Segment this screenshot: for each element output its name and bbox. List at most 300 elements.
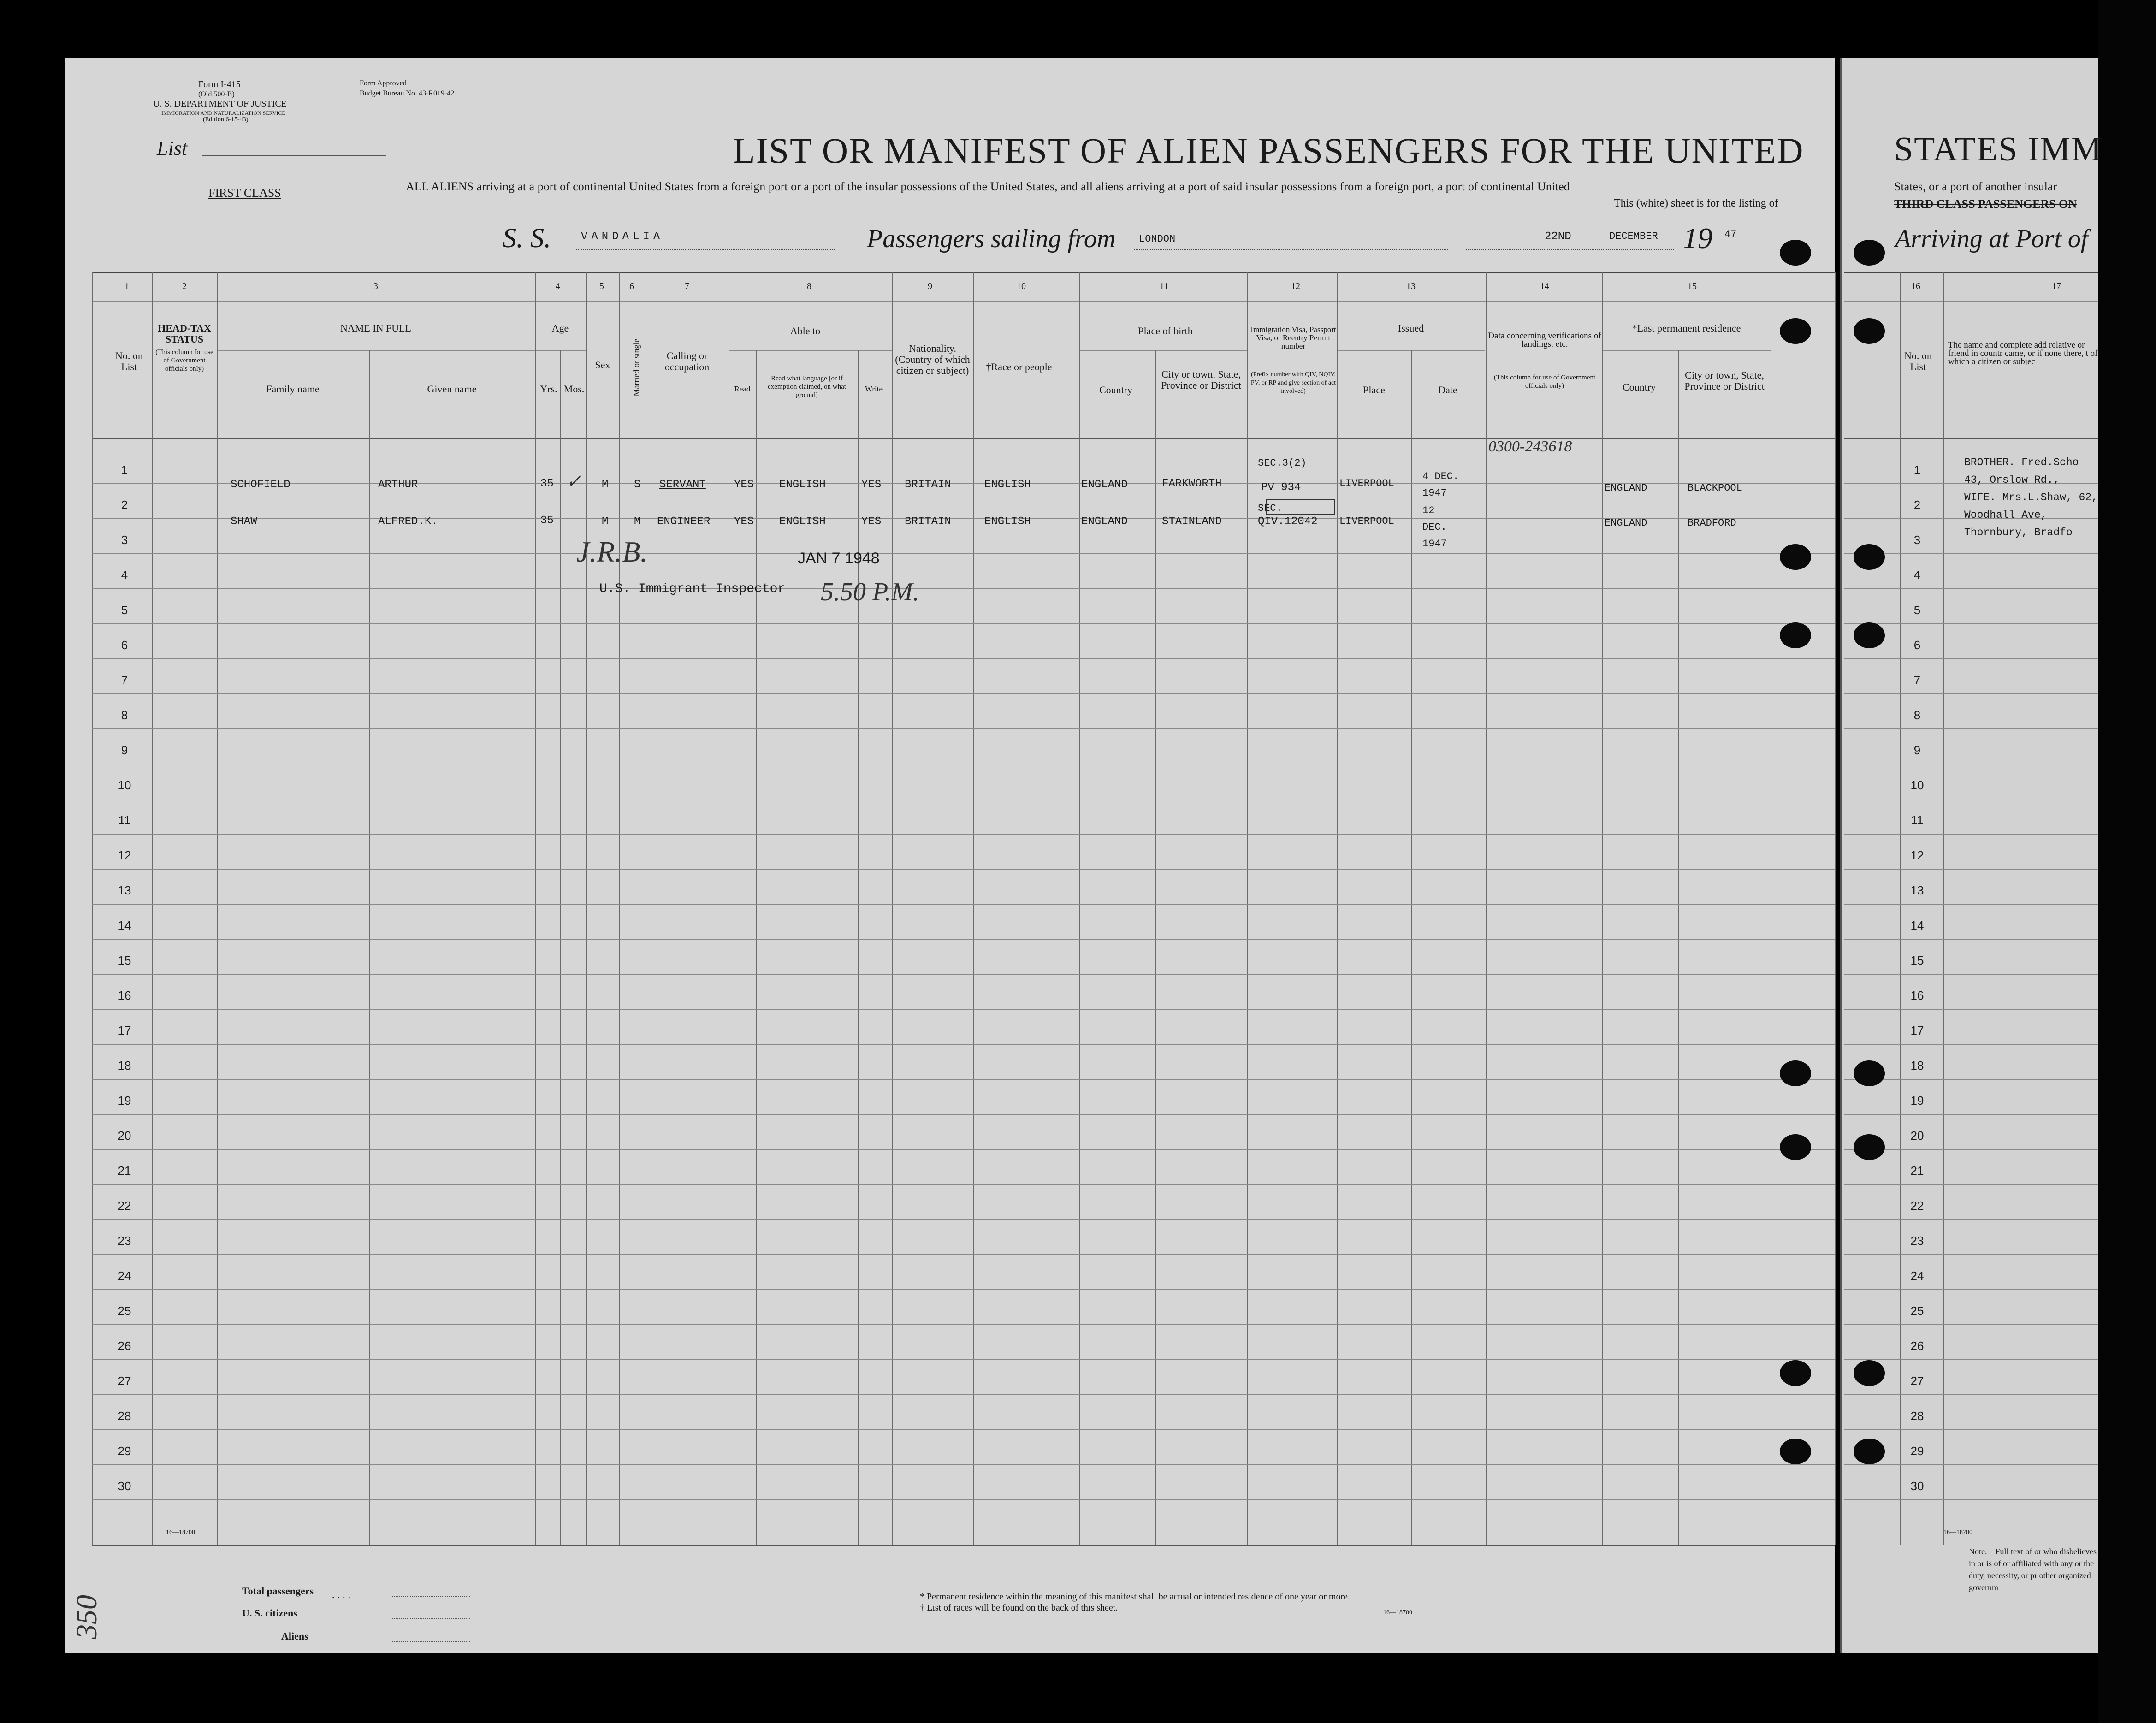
department: U. S. DEPARTMENT OF JUSTICE (153, 99, 287, 109)
row-number: 26 (118, 1339, 131, 1353)
hdr-birth-city: City or town, State, Province or District (1161, 368, 1241, 391)
row-line-right (1844, 1499, 2098, 1500)
row-number: 30 (118, 1479, 131, 1493)
ship-name[interactable]: VANDALIA (581, 231, 664, 243)
passenger-2-nationality[interactable]: BRITAIN (905, 515, 951, 528)
passenger-1-issued-place[interactable]: LIVERPOOL (1339, 478, 1394, 489)
hdr-read: Read (734, 385, 751, 393)
manifest-title: LIST OR MANIFEST OF ALIEN PASSENGERS FOR THE UNITED (733, 130, 1804, 171)
row-number-right: 20 (1910, 1129, 1924, 1143)
vline (1411, 350, 1412, 1545)
row-number-right: 13 (1910, 883, 1924, 897)
punch-hole (1780, 1439, 1811, 1464)
hdr-nationality: Nationality. (Country of which citizen or subject) (895, 343, 970, 376)
hdr-write: Write (865, 385, 883, 393)
hdr-name-in-full: NAME IN FULL (340, 322, 411, 334)
row-line (92, 658, 1835, 659)
form-old-number: (Old 500-B) (198, 90, 235, 98)
row-number-right: 15 (1910, 953, 1924, 967)
colnum-11: 11 (1160, 281, 1169, 291)
passenger-2-issued-place[interactable]: LIVERPOOL (1339, 515, 1394, 527)
budget-bureau: Budget Bureau No. 43-R019-42 (360, 89, 455, 97)
row-number-right: 19 (1910, 1094, 1924, 1107)
passenger-2-marital[interactable]: M (634, 515, 641, 528)
hdr-relative: The name and complete add relative or friend in countr came, or if none there, t of which a citizen or subjec (1948, 340, 2098, 367)
colnum-row-border (92, 301, 1835, 302)
row-number: 15 (118, 953, 131, 967)
row-line (92, 1289, 1835, 1290)
print-code-right: 16—18700 (1943, 1529, 1972, 1536)
check-mark: ✓ (566, 471, 582, 491)
vline (1486, 272, 1487, 1545)
colnum-7: 7 (685, 281, 689, 291)
margin-number: 350 (70, 1595, 103, 1639)
passenger-1-sex[interactable]: M (602, 479, 609, 491)
vline (1337, 272, 1338, 1545)
vline (586, 272, 587, 1545)
colnum-10: 10 (1017, 281, 1026, 291)
row-line (92, 1079, 1835, 1080)
passenger-2-given[interactable]: ALFRED.K. (378, 515, 438, 528)
vline (756, 350, 757, 1545)
passenger-2-birth-country[interactable]: ENGLAND (1081, 515, 1128, 528)
colnum-3: 3 (373, 281, 378, 291)
hdr-mos: Mos. (563, 383, 585, 395)
hdr-head-tax: HEAD-TAX STATUS (158, 322, 211, 345)
row-number: 14 (118, 918, 131, 932)
hdr-sex: Sex (595, 359, 610, 371)
row-line (92, 869, 1835, 870)
list-label: List (157, 137, 188, 160)
sailing-day[interactable]: 22ND (1545, 231, 1571, 243)
hdr-family-name: Family name (266, 383, 320, 395)
colnum-12: 12 (1291, 281, 1300, 291)
punch-hole (1780, 318, 1811, 344)
punch-hole (1780, 1360, 1811, 1386)
footnote-2: † List of races will be found on the back of this sheet. (920, 1603, 1118, 1613)
passenger-2-relative[interactable]: WIFE. Mrs.L.Shaw, 62, Woodhall Ave, Thornbury, Bradfo (1964, 491, 2098, 539)
passenger-2-occupation[interactable]: ENGINEER (657, 515, 711, 528)
passenger-1-occupation[interactable]: SERVANT (659, 479, 706, 491)
form-number: Form I-415 (198, 79, 241, 89)
row-number-right: 7 (1913, 673, 1921, 687)
manifest-continuation-sheet (1840, 58, 2100, 1653)
row-number: 20 (118, 1129, 131, 1143)
form-approved: Form Approved (360, 79, 407, 87)
punch-hole (1854, 1360, 1885, 1386)
passenger-1-race[interactable]: ENGLISH (984, 479, 1031, 491)
colnum-4: 4 (556, 281, 560, 291)
hdr-data-note: (This column for use of Government officials only) (1493, 374, 1596, 390)
passenger-2-language[interactable]: ENGLISH (779, 515, 826, 528)
hdr-visa: Immigration Visa, Passport Visa, or Reentry Permit number (1250, 325, 1336, 350)
vline (1602, 272, 1603, 1545)
passenger-1-age[interactable]: 35 (540, 478, 554, 490)
row-line (92, 1429, 1835, 1430)
vline (369, 350, 370, 1545)
passenger-1-write[interactable]: YES (861, 479, 882, 491)
list-line (202, 155, 386, 156)
punch-hole (1854, 1060, 1885, 1086)
hdr-able-to: Able to— (790, 325, 831, 337)
passenger-2-res-country[interactable]: ENGLAND (1605, 517, 1647, 529)
row-number: 4 (121, 568, 128, 582)
port-line (1134, 249, 1448, 250)
punch-hole (1854, 318, 1885, 344)
hdr-given-name: Given name (427, 383, 477, 395)
row-line-right (1844, 1324, 2098, 1325)
row-line (92, 1044, 1835, 1045)
citizens-line[interactable] (392, 1618, 470, 1619)
row-line-right (1844, 693, 2098, 694)
row-line-right (1844, 1009, 2098, 1010)
passenger-1-family[interactable]: SCHOFIELD (231, 479, 290, 491)
row-number: 5 (121, 603, 128, 617)
row-number-right: 28 (1910, 1409, 1924, 1423)
punch-hole (1780, 544, 1811, 570)
time-handwritten: 5.50 P.M. (821, 578, 919, 606)
print-code-footer: 16—18700 (1383, 1609, 1412, 1616)
hdr-no-on-list: No. on List (115, 350, 143, 373)
hdr-yrs: Yrs. (540, 383, 557, 395)
row-line (92, 1394, 1835, 1395)
row-line-right (1844, 1289, 2098, 1290)
row-line-right (1844, 1254, 2098, 1255)
colnum-5: 5 (599, 281, 604, 291)
class-label: FIRST CLASS (208, 186, 281, 200)
hdr-issued: Issued (1398, 322, 1424, 334)
row-number-right: 14 (1910, 918, 1924, 932)
row-number-right: 27 (1910, 1374, 1924, 1388)
row-line (92, 483, 1835, 484)
row-line-right (1844, 1184, 2098, 1185)
row-number-right: 1 (1913, 463, 1921, 477)
row-number-right: 4 (1913, 568, 1921, 582)
passenger-2-age[interactable]: 35 (540, 515, 554, 527)
hdr-head-tax-note: (This column for use of Government officials only) (155, 349, 213, 373)
row-line-right (1844, 1394, 2098, 1395)
row-number: 19 (118, 1094, 131, 1107)
hdr-data-concerning: Data concerning verifications of landings, etc. (1488, 331, 1601, 349)
manifest-title-continued: STATES IMM (1894, 130, 2103, 168)
hdr-pob-split (1079, 350, 1247, 351)
passenger-1-marital[interactable]: S (634, 479, 641, 491)
punch-hole (1854, 544, 1885, 570)
row-line (92, 1219, 1835, 1220)
punch-hole (1854, 1134, 1885, 1160)
row-line-right (1844, 869, 2098, 870)
row-line (92, 693, 1835, 694)
row-number: 3 (121, 533, 128, 547)
passenger-1-relative[interactable]: BROTHER. Fred.Scho 43, Orslow Rd., (1964, 456, 2079, 486)
sailing-label: Passengers sailing from (867, 225, 1116, 253)
passenger-2-visa-section[interactable]: SEC. (1258, 503, 1282, 514)
hdr-race: †Race or people (986, 361, 1052, 373)
hdr-name-split (217, 350, 535, 351)
passenger-1-visa-section[interactable]: SEC.3(2) (1258, 457, 1307, 469)
vline (535, 272, 536, 1545)
passenger-1-verification[interactable]: 0300-243618 (1488, 438, 1572, 455)
passenger-2-read[interactable]: YES (734, 515, 754, 528)
punch-hole (1854, 240, 1885, 266)
date-stamp: JAN 7 1948 (798, 550, 880, 567)
row-number: 24 (118, 1269, 131, 1283)
sailing-month[interactable]: DECEMBER (1609, 231, 1658, 242)
ship-line (576, 249, 835, 250)
row-line (92, 518, 1835, 519)
row-number: 16 (118, 989, 131, 1002)
hdr-issued-place: Place (1363, 384, 1385, 396)
hdr-age: Age (551, 322, 569, 334)
row-number-right: 24 (1910, 1269, 1924, 1283)
row-line-right (1844, 588, 2098, 589)
citizens-label: U. S. citizens (242, 1607, 297, 1619)
colnum-13: 13 (1406, 281, 1416, 291)
passenger-1-nationality[interactable]: BRITAIN (905, 479, 951, 491)
row-line (92, 834, 1835, 835)
row-line (92, 939, 1835, 940)
row-line-right (1844, 939, 2098, 940)
manifest-sheet (65, 58, 1835, 1653)
total-line[interactable] (392, 1596, 470, 1597)
vline (1079, 272, 1080, 1545)
hdr-res-country: Country (1622, 381, 1656, 393)
row-line (92, 1009, 1835, 1010)
row-number-right: 30 (1910, 1479, 1924, 1493)
punch-hole (1780, 1134, 1811, 1160)
row-line-right (1844, 1359, 2098, 1360)
row-line (92, 1324, 1835, 1325)
row-number-right: 6 (1913, 638, 1921, 652)
row-number: 29 (118, 1444, 131, 1458)
passenger-1-read[interactable]: YES (734, 479, 754, 491)
hdr-issued-date: Date (1438, 384, 1457, 396)
row-number-right: 5 (1913, 603, 1921, 617)
row-line (92, 1254, 1835, 1255)
year-suffix[interactable]: 47 (1724, 229, 1737, 240)
row-number: 18 (118, 1059, 131, 1072)
inspector-stamp: U.S. Immigrant Inspector (599, 582, 786, 596)
row-number: 28 (118, 1409, 131, 1423)
row-line-right (1844, 1044, 2098, 1045)
row-number-right: 18 (1910, 1059, 1924, 1072)
row-line (92, 1499, 1835, 1500)
punch-hole (1780, 1060, 1811, 1086)
passenger-2-res-city[interactable]: BRADFORD (1688, 517, 1736, 529)
row-line-right (1844, 1114, 2098, 1115)
colnum-8: 8 (807, 281, 811, 291)
row-line (92, 588, 1835, 589)
vline-right (1835, 272, 1836, 1545)
passenger-1-visa[interactable]: PV 934 (1261, 481, 1301, 494)
row-number: 25 (118, 1304, 131, 1318)
row-number-right: 3 (1913, 533, 1921, 547)
row-number: 23 (118, 1234, 131, 1248)
row-number: 17 (118, 1024, 131, 1037)
colnum-14: 14 (1540, 281, 1549, 291)
row-number: 21 (118, 1164, 131, 1178)
row-number: 6 (121, 638, 128, 652)
passenger-1-issued-date[interactable]: 4 DEC. 1947 (1422, 471, 1459, 499)
vline (892, 272, 893, 1545)
hdr-read-language: Read what language [or if exemption claimed, on what ground] (768, 375, 846, 399)
passenger-1-birth-city[interactable]: FARKWORTH (1162, 478, 1222, 490)
row-number: 13 (118, 883, 131, 897)
row-number: 1 (121, 463, 128, 477)
hdr-visa-note: (Prefix number with QIV, NQIV, PV, or RP and give section of act involved) (1250, 371, 1336, 395)
passenger-1-res-city[interactable]: BLACKPOOL (1688, 482, 1742, 494)
colnum-17: 17 (2052, 281, 2061, 291)
punch-hole (1854, 1439, 1885, 1464)
hdr-married: Married or single (632, 338, 641, 397)
row-number-right: 9 (1913, 743, 1921, 757)
row-number-right: 16 (1910, 989, 1924, 1002)
row-number: 2 (121, 498, 128, 512)
row-line-right (1844, 1219, 2098, 1220)
colnum-15: 15 (1688, 281, 1697, 291)
right-note: Note.—Full text of or who disbelieves in or is of or affiliated with any or the duty, necessity, or pr other organized governm (1969, 1547, 2097, 1592)
row-number: 7 (121, 673, 128, 687)
service: IMMIGRATION AND NATURALIZATION SERVICE (161, 110, 285, 116)
header-bottom-border (92, 438, 1835, 439)
passenger-1-birth-country[interactable]: ENGLAND (1081, 479, 1128, 491)
right-table-top (1844, 272, 2098, 273)
hdr-res-city: City or town, State, Province or District (1684, 369, 1765, 392)
row-number: 8 (121, 708, 128, 722)
right-header-bottom (1844, 438, 2098, 439)
vline (1943, 272, 1944, 1545)
row-line-right (1844, 834, 2098, 835)
hdr-last-residence: *Last permanent residence (1632, 322, 1741, 334)
passenger-2-race[interactable]: ENGLISH (984, 515, 1031, 528)
row-number: 12 (118, 848, 131, 862)
row-line (92, 904, 1835, 905)
print-code: 16—18700 (166, 1529, 195, 1536)
colnum-9: 9 (928, 281, 932, 291)
vline (973, 272, 974, 1545)
arriving-label: Arriving at Port of (1895, 225, 2088, 253)
row-number: 27 (118, 1374, 131, 1388)
row-number: 22 (118, 1199, 131, 1213)
table-bottom-border (92, 1545, 1835, 1546)
vline-left (92, 272, 93, 1545)
right-colnum-border (1844, 301, 2098, 302)
hdr-res-split (1602, 350, 1771, 351)
year-prefix: 19 (1683, 222, 1712, 255)
row-number-right: 10 (1910, 778, 1924, 792)
row-line (92, 553, 1835, 554)
vline (1155, 350, 1156, 1545)
colnum-2: 2 (182, 281, 187, 291)
row-number: 9 (121, 743, 128, 757)
vline (560, 350, 561, 1545)
vline (1678, 350, 1679, 1545)
row-number: 11 (118, 813, 131, 827)
vline (858, 350, 859, 1545)
signature: J.R.B. (576, 535, 648, 568)
vline (1247, 272, 1248, 1545)
passenger-1-given[interactable]: ARTHUR (378, 479, 418, 491)
vline (217, 272, 218, 1545)
row-line (92, 728, 1835, 729)
row-number-right: 23 (1910, 1234, 1924, 1248)
third-class-note: THIRD CLASS PASSENGERS ON (1894, 197, 2077, 211)
manifest-subtitle-continued: States, or a port of another insular (1894, 180, 2057, 193)
row-line (92, 1114, 1835, 1115)
row-number-right: 2 (1913, 498, 1921, 512)
vline (619, 272, 620, 1545)
hdr-birth-country: Country (1099, 384, 1133, 396)
row-line-right (1844, 1464, 2098, 1465)
row-number-right: 8 (1913, 708, 1921, 722)
row-number-right: 17 (1910, 1024, 1924, 1037)
port-of-departure[interactable]: LONDON (1139, 233, 1176, 245)
row-number-right: 11 (1911, 813, 1924, 827)
row-number-right: 29 (1910, 1444, 1924, 1458)
vline (152, 272, 153, 1545)
row-line-right (1844, 974, 2098, 975)
passenger-2-issued-date[interactable]: 12 DEC. 1947 (1422, 505, 1447, 550)
passenger-2-visa[interactable]: QIV.12042 (1258, 515, 1318, 528)
aliens-line[interactable] (392, 1641, 470, 1642)
hdr-place-of-birth: Place of birth (1138, 325, 1193, 337)
vline (1900, 272, 1901, 1545)
aliens-label: Aliens (281, 1630, 308, 1642)
punch-hole (1780, 622, 1811, 648)
row-number-right: 26 (1910, 1339, 1924, 1353)
hdr-no-on-list-right: No. on List (1904, 350, 1932, 373)
row-number-right: 21 (1910, 1164, 1924, 1178)
colnum-1: 1 (124, 281, 129, 291)
passenger-2-sex[interactable]: M (602, 515, 609, 528)
table-top-border (92, 272, 1835, 273)
colnum-16: 16 (1911, 281, 1920, 291)
row-line-right (1844, 623, 2098, 624)
edition: (Edition 6-15-43) (203, 116, 249, 123)
row-number: 10 (118, 778, 131, 792)
scan-edge (2098, 0, 2156, 1723)
stamp-box (1266, 499, 1335, 515)
row-number-right: 22 (1910, 1199, 1924, 1213)
row-line (92, 1149, 1835, 1150)
passenger-1-res-country[interactable]: ENGLAND (1605, 482, 1647, 494)
passenger-2-family[interactable]: SHAW (231, 515, 257, 528)
ss-label: S. S. (503, 223, 551, 253)
date-line (1466, 249, 1674, 250)
punch-hole (1780, 240, 1811, 266)
passenger-2-birth-city[interactable]: STAINLAND (1162, 515, 1222, 528)
footnote-1: * Permanent residence within the meaning of this manifest shall be actual or intended residence of one year or more. (920, 1592, 1350, 1602)
passenger-1-language[interactable]: ENGLISH (779, 479, 826, 491)
hdr-calling: Calling or occupation (664, 350, 710, 373)
row-line (92, 1184, 1835, 1185)
total-passengers-label: Total passengers (242, 1585, 314, 1597)
row-line-right (1844, 728, 2098, 729)
row-number-right: 12 (1910, 848, 1924, 862)
row-line-right (1844, 1429, 2098, 1430)
row-line (92, 623, 1835, 624)
passenger-2-write[interactable]: YES (861, 515, 882, 528)
row-line (92, 1359, 1835, 1360)
colnum-6: 6 (629, 281, 634, 291)
hdr-able-split (729, 350, 892, 351)
dots: .... (332, 1589, 353, 1600)
row-line-right (1844, 658, 2098, 659)
sheet-note: This (white) sheet is for the listing of (1614, 197, 1778, 209)
row-line (92, 1464, 1835, 1465)
manifest-subtitle: ALL ALIENS arriving at a port of continental United States from a foreign port or a port of the insular possessions of the United States, and all aliens arriving at a port of said insular possessions from a foreign port, a port of continental United (406, 180, 1570, 193)
row-line (92, 974, 1835, 975)
